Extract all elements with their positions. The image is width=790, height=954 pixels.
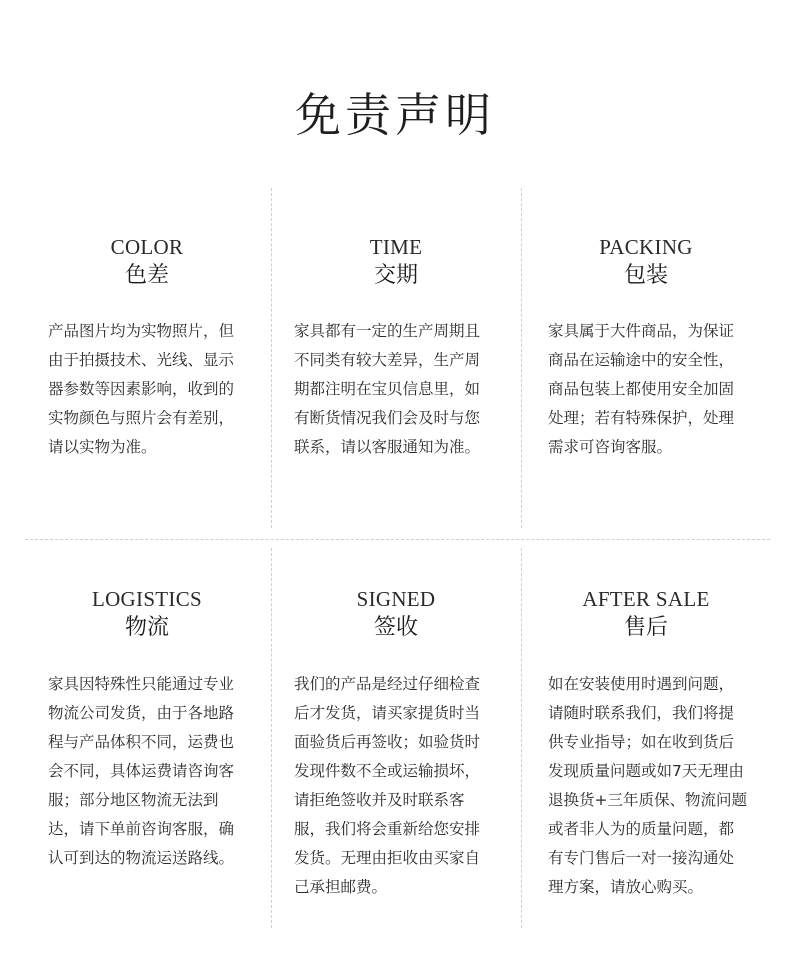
section-color: [22, 235, 272, 291]
section-body: 我们的产品是经过仔细检查后才发货，请买家提货时当面验货后再签收；如验货时发现件数不全或运输损坏，请拒绝签收并及时联系客服，我们将会重新给您安排发货。无理由拒收由买家自己承担邮费。: [294, 675, 481, 896]
section-signed: [271, 587, 521, 643]
section-title-cn: 色差: [124, 263, 169, 288]
section-title-cn: 物流: [124, 615, 169, 640]
section-body: 家具属于大件商品，为保证商品在运输途中的安全性，商品包装上都使用安全加固处理；若有特殊保护，处理需求可咨询客服。: [548, 322, 735, 456]
section-after-sale: [521, 587, 771, 643]
section-title-en: TIME: [369, 235, 423, 259]
section-title-en: SIGNED: [356, 587, 436, 611]
section-body: 家具因特殊性只能通过专业物流公司发货，由于各地路程与产品体积不同，运费也会不同，具体运费请咨询客服；部分地区物流无法到达，请下单前咨询客服，确认可到达的物流运送路线。: [48, 675, 235, 867]
section-title-en: LOGISTICS: [91, 587, 203, 611]
section-packing: [521, 235, 771, 291]
section-body: 如在安装使用时遇到问题，请随时联系我们，我们将提供专业指导；如在收到货后发现质量问题或如7天无理由退换货+三年质保、物流问题或者非人为的质量问题，都有专门售后一对一接沟通处理方案，请放心购买。: [548, 675, 747, 896]
section-body: 产品图片均为实物照片，但由于拍摄技术、光线、显示器参数等因素影响，收到的实物颜色与照片会有差别，请以实物为准。: [48, 322, 235, 456]
divider-horizontal: [25, 539, 770, 540]
section-body: 家具都有一定的生产周期且不同类有较大差异，生产周期都注明在宝贝信息里，如有断货情况我们会及时与您联系，请以客服通知为准。: [294, 322, 481, 456]
section-title-cn: 交期: [373, 263, 418, 288]
section-title-cn: 签收: [373, 615, 418, 640]
page-title: 免责声明: [295, 88, 495, 142]
section-time: [271, 235, 521, 291]
section-logistics: [22, 587, 272, 643]
section-title-en: AFTER SALE: [582, 587, 710, 611]
section-title-cn: 包装: [623, 263, 668, 288]
section-title-cn: 售后: [623, 615, 668, 640]
section-title-en: COLOR: [110, 235, 184, 259]
section-title-en: PACKING: [599, 235, 693, 259]
